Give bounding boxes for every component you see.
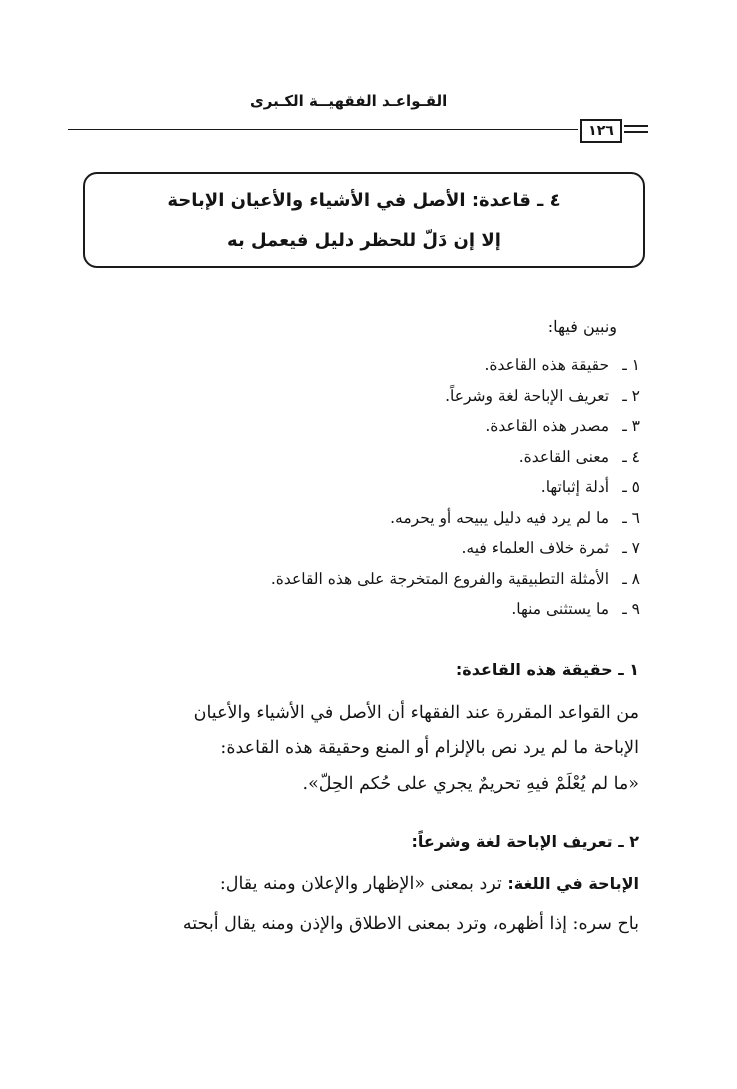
list-item bbox=[80, 474, 640, 505]
list-item-number: ٥ ـ bbox=[622, 478, 640, 496]
list-item-number: ٨ ـ bbox=[622, 569, 640, 588]
list-item-number: ٦ ـ bbox=[622, 508, 640, 527]
list-item bbox=[80, 566, 640, 597]
rule-title-line-1: ٤ ـ قاعدة: الأصل في الأشياء والأعيان الإباحة bbox=[167, 190, 561, 211]
list-item-text: ثمرة خلاف العلماء فيه. bbox=[461, 539, 610, 557]
paragraph-line: باح سره: إذا أظهره، وترد بمعنى الاطلاق والإذن ومنه يقال أبحته bbox=[182, 914, 639, 934]
list-item bbox=[80, 413, 640, 444]
header-rule bbox=[68, 129, 578, 130]
intro-text: ونبين فيها: bbox=[547, 317, 617, 336]
list-item-text: معنى القاعدة. bbox=[518, 447, 610, 466]
section-heading-rule-essence: ١ ـ حقيقة هذه القاعدة: bbox=[455, 660, 639, 679]
list-item-text: ما لم يرد فيه دليل يبيحه أو يحرمه. bbox=[390, 508, 610, 527]
list-item-number: ٣ ـ bbox=[622, 417, 640, 435]
paragraph-line-text: ترد بمعنى «الإظهار والإعلان ومنه يقال: bbox=[219, 874, 502, 894]
list-item-text: تعريف الإباحة لغة وشرعاً. bbox=[445, 386, 610, 405]
rule-title-box bbox=[83, 172, 645, 268]
list-item bbox=[80, 352, 640, 383]
list-item bbox=[80, 535, 640, 566]
running-title: القـواعـد الفقهيــة الكـبرى bbox=[250, 92, 448, 110]
paragraph-lead-term: الإباحة في اللغة: bbox=[507, 874, 639, 893]
list-item bbox=[80, 444, 640, 475]
header-double-rule bbox=[624, 125, 648, 133]
topics-list bbox=[80, 352, 640, 627]
list-item-text: ما يستثنى منها. bbox=[511, 600, 610, 618]
list-item-text: مصدر هذه القاعدة. bbox=[485, 417, 610, 435]
paragraph-line: من القواعد المقررة عند الفقهاء أن الأصل في الأشياء والأعيان bbox=[193, 703, 639, 723]
rule-title-line-2: إلا إن دَلّ للحظر دليل فيعمل به bbox=[227, 230, 501, 251]
list-item-number: ١ ـ bbox=[622, 356, 640, 374]
list-item-text: أدلة إثباتها. bbox=[540, 478, 610, 496]
list-item bbox=[80, 505, 640, 536]
rule-statement-quote: «ما لم يُعْلَمْ فيهِ تحريمٌ يجري على حُكم الحِلّ». bbox=[302, 774, 639, 794]
list-item-number: ٢ ـ bbox=[622, 386, 640, 405]
list-item-number: ٩ ـ bbox=[622, 600, 640, 618]
list-item-text: حقيقة هذه القاعدة. bbox=[484, 356, 610, 374]
list-item bbox=[80, 383, 640, 414]
list-item-number: ٧ ـ bbox=[622, 539, 640, 557]
paragraph-line bbox=[220, 874, 639, 894]
paragraph-line: الإباحة ما لم يرد نص بالإلزام أو المنع وحقيقة هذه القاعدة: bbox=[220, 738, 639, 758]
list-item-number: ٤ ـ bbox=[622, 447, 640, 466]
list-item bbox=[80, 596, 640, 627]
list-item-text: الأمثلة التطبيقية والفروع المتخرجة على هذه القاعدة. bbox=[270, 569, 610, 588]
section-heading-definition: ٢ ـ تعريف الإباحة لغة وشرعاً: bbox=[411, 832, 639, 851]
page-number: ١٢٦ bbox=[580, 119, 622, 143]
